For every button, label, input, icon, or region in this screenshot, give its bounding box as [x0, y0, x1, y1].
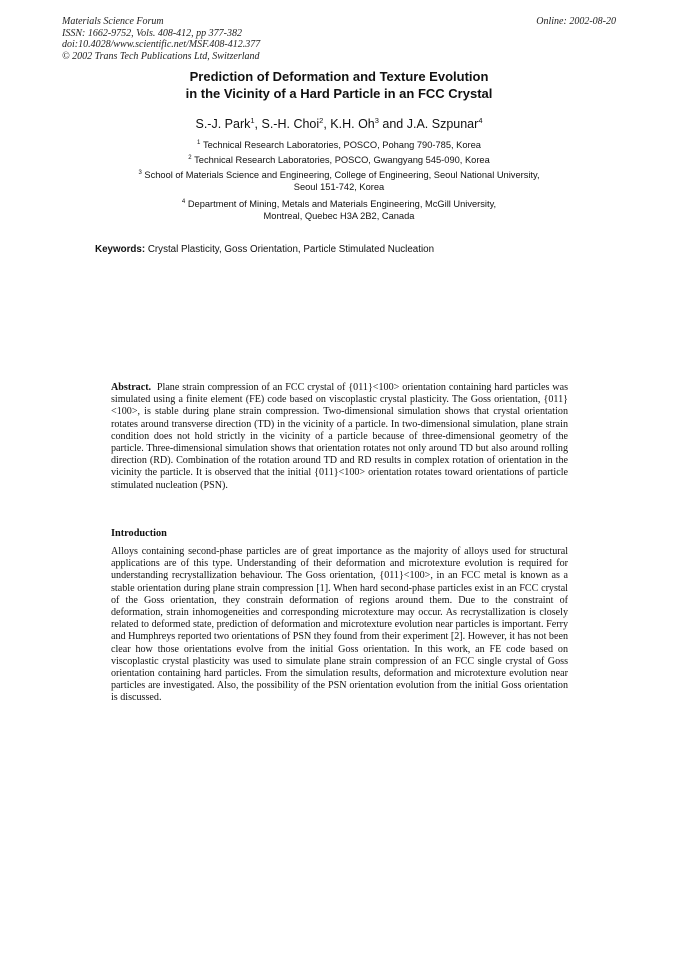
affil-text: Technical Research Laboratories, POSCO, Pohang 790-785, Korea — [202, 140, 481, 150]
author-affil-mark: 3 — [374, 115, 379, 125]
author-affil-mark: 4 — [478, 115, 483, 125]
affil-mark: 2 — [188, 154, 192, 161]
introduction-heading: Introduction — [111, 528, 167, 539]
affiliation-4 — [0, 198, 678, 222]
affil-text: Department of Mining, Metals and Materials Engineering, McGill University, — [187, 199, 497, 209]
affil-text-line2: Seoul 151-742, Korea — [293, 182, 385, 192]
author-separator: and — [378, 117, 407, 131]
author-affil-mark: 2 — [319, 115, 324, 125]
title-line-2: in the Vicinity of a Hard Particle in an FCC Crystal — [185, 86, 493, 101]
title-line-1: Prediction of Deformation and Texture Evolution — [189, 69, 489, 84]
affiliation-2 — [0, 154, 678, 166]
online-date: Online: 2002-08-20 — [536, 16, 616, 27]
keywords — [95, 244, 434, 255]
author-name: S.-J. Park — [195, 117, 251, 131]
affil-text-line2: Montreal, Quebec H3A 2B2, Canada — [263, 211, 415, 221]
affiliation-1 — [0, 139, 678, 151]
affil-text: Technical Research Laboratories, POSCO, Gwangyang 545-090, Korea — [194, 155, 490, 165]
author-separator: , — [323, 117, 331, 131]
author-separator: , — [254, 117, 262, 131]
author-name: S.-H. Choi — [261, 117, 320, 131]
affiliation-3 — [0, 169, 678, 193]
author-name: K.H. Oh — [330, 117, 375, 131]
affil-mark: 4 — [181, 198, 186, 205]
journal-name: Materials Science Forum — [62, 16, 164, 27]
doi-link[interactable]: doi:10.4028/www.scientific.net/MSF.408-412.377 — [62, 39, 261, 50]
keywords-text: Crystal Plasticity, Goss Orientation, Particle Stimulated Nucleation — [147, 244, 435, 255]
abstract — [111, 382, 568, 492]
paper-title — [0, 68, 678, 102]
affil-mark: 3 — [138, 169, 142, 176]
abstract-text: Plane strain compression of an FCC crystal of {011}<100> orientation containing hard particles was simulated using a finite element (FE) code based on viscoplastic crystal plasticity. The Goss orientation, {011}<100>, is stable during plane strain compression. Two-dimensional simulation shows that crystal orientation rotates around transverse direction (TD) in the vicinity of a particle. In two-dimensional simulation, plane strain condition does not hold strictly in the vicinity of a particle because of three-dimensional geometry of the particle. Three-dimensional simulation shows that orientation rotates not only around TD but also around rolling direction (RD). Combination of the rotation around TD and RD results in complex rotation of orientation in the vicinity the particle. It is observed that the initial {011}<100> orientation rotates toward orientations of particle stimulated nucleation (PSN). — [111, 382, 569, 491]
copyright-line: © 2002 Trans Tech Publications Ltd, Switzerland — [62, 50, 260, 62]
publication-header — [62, 16, 260, 62]
keywords-label: Keywords: — [95, 244, 146, 255]
affil-mark: 1 — [197, 139, 201, 146]
author-affil-mark: 1 — [250, 115, 255, 125]
introduction-body: Alloys containing second-phase particles are of great importance as the majority of alloys used for structural applications are of this type. Understanding of their deformation and microtexture evolution is required for understanding recrystallization behaviour. The Goss orientation, {011}<100>, in an FCC metal is known as a stable orientation during plane strain compression [1]. When hard second-phase particles exist in an FCC crystal of the Goss orientation, they constrain deformation of regions around them. Due to the constraint of deformation, strain inhomogeneities and corresponding microtexture may occur. As recrystallization is closely related to deformed state, prediction of deformation and microtexture evolution near particles is important. Ferry and Humphreys reported two orientations of PSN they found from their experiment [2]. However, it has not been clear how those orientations evolve from the initial Goss orientation. In this work, an FE code based on viscoplastic crystal plasticity was used to simulate plane strain compression of an FCC single crystal of Goss orientation containing hard particles. From the simulation results, deformation and microtexture evolution near particles are investigated. Also, the possibility of the PSN orientation evolution from the initial Goss orientation is discussed. — [111, 546, 568, 704]
author-name: J.A. Szpunar — [406, 117, 479, 131]
author-list — [0, 117, 678, 131]
abstract-label: Abstract. — [111, 382, 152, 393]
issn-line: ISSN: 1662-9752, Vols. 408-412, pp 377-382 — [62, 27, 242, 39]
affil-text: School of Materials Science and Engineering, College of Engineering, Seoul National University, — [144, 170, 540, 180]
